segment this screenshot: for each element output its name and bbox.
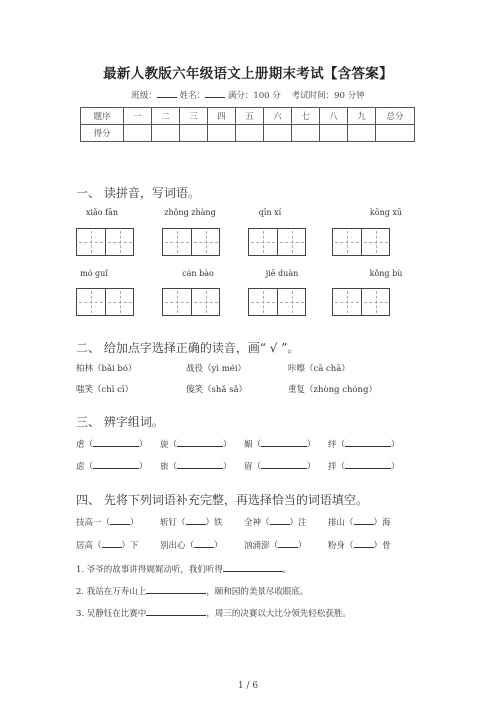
- idiom-item: [244, 538, 307, 551]
- word-item: 眉（ ）: [244, 459, 316, 472]
- char: 拌: [328, 462, 337, 472]
- sentence-text: 1. 爷爷的故事讲得娓娓动听，我们听得: [76, 565, 223, 575]
- char: 旋: [160, 440, 169, 450]
- pinyin-label: kǒng bù: [369, 269, 403, 278]
- class-blank: [157, 88, 177, 98]
- word-item: 虑（ ）: [76, 459, 148, 472]
- sentence-text: ，周三的决赛以大比分领先轻松获胜。: [206, 609, 351, 619]
- idiom-part: ）注: [289, 518, 307, 528]
- answer-blank[interactable]: [223, 562, 283, 572]
- section1-title: 一、 读拼音，写词语。: [76, 186, 200, 200]
- answer-blank[interactable]: [146, 606, 206, 616]
- section3-title: 三、 辨字组词。: [76, 415, 164, 429]
- sentence-text: 。: [282, 565, 292, 575]
- idiom-part: 排山（: [328, 518, 354, 528]
- idiom-part: 斩钉（: [160, 518, 186, 528]
- score-head-cell: 九: [348, 108, 376, 125]
- writing-grid[interactable]: [76, 228, 134, 256]
- char: 媚: [244, 440, 253, 450]
- full-score: 满分：100 分: [227, 91, 281, 101]
- answer-blank[interactable]: [354, 515, 374, 525]
- score-head-cell: 四: [208, 108, 236, 125]
- word-item: 虐（ ）: [76, 437, 148, 450]
- pinyin-label: jiē duàn: [265, 269, 299, 278]
- char: 虑: [76, 462, 85, 472]
- char: 眉: [244, 462, 253, 472]
- writing-grid[interactable]: [332, 228, 390, 256]
- class-label: 班级：: [131, 91, 157, 101]
- answer-blank[interactable]: [261, 459, 307, 469]
- answer-blank[interactable]: [186, 515, 206, 525]
- score-cell[interactable]: [208, 125, 236, 142]
- pinyin-label: xiǎo fān: [85, 208, 119, 217]
- sentence-text: 3. 吴静钰在比赛中: [76, 609, 147, 619]
- score-head-cell: 六: [264, 108, 292, 125]
- score-cell[interactable]: [180, 125, 208, 142]
- word-item: 旅（ ）: [160, 459, 232, 472]
- char: 虐: [76, 440, 85, 450]
- idiom-item: [244, 515, 307, 528]
- exam-info: [0, 88, 496, 101]
- answer-blank[interactable]: [93, 437, 139, 447]
- idiom-part: ）骨: [373, 541, 391, 551]
- reading-choice[interactable]: 傻笑（shǎ sǎ）: [186, 385, 248, 395]
- sentence-text: 2. 我站在万寿山上: [76, 587, 147, 597]
- sentence-text: ，颐和园的美景尽收眼底。: [206, 587, 309, 597]
- reading-choice[interactable]: 战役（yì méi）: [186, 364, 247, 374]
- exam-time: 考试时间：90 分钟: [291, 91, 365, 101]
- answer-blank[interactable]: [146, 584, 206, 594]
- writing-grid[interactable]: [248, 228, 306, 256]
- answer-blank[interactable]: [110, 515, 130, 525]
- idiom-part: 汹涌澎（: [244, 541, 279, 551]
- answer-blank[interactable]: [278, 538, 298, 548]
- word-item: 旋（ ）: [160, 437, 232, 450]
- pinyin-label: qīn xí: [258, 208, 282, 217]
- idiom-part: 全神（: [244, 518, 270, 528]
- idiom-item: [328, 515, 391, 528]
- score-cell[interactable]: [320, 125, 348, 142]
- pinyin-label: kōng xū: [369, 208, 403, 217]
- score-table: [80, 107, 415, 142]
- writing-grid[interactable]: [76, 288, 134, 316]
- page-title: 最新人教版六年级语文上册期末考试【含答案】: [103, 66, 393, 82]
- char: 绊: [328, 440, 337, 450]
- section4-title: 四、 先将下列词语补充完整，再选择恰当的词语填空。: [76, 493, 368, 507]
- idiom-part: ）: [214, 541, 223, 551]
- idiom-part: 别出心（: [160, 541, 195, 551]
- name-blank: [205, 88, 225, 98]
- idiom-part: ）下: [121, 541, 139, 551]
- section2-title: 二、 给加点字选择正确的读音，画“ √ ”。: [76, 341, 300, 355]
- pinyin-label: zhǒng zhàng: [164, 208, 216, 217]
- score-head-cell: 五: [236, 108, 264, 125]
- reading-choice[interactable]: 柏林（bǎi bó）: [76, 364, 137, 374]
- idiom-part: 粉身（: [328, 541, 354, 551]
- answer-blank[interactable]: [270, 515, 290, 525]
- reading-choice[interactable]: 咔嚓（cā chā）: [288, 364, 350, 374]
- idiom-item: [160, 538, 223, 551]
- fill-sentence: [76, 584, 308, 597]
- idiom-part: ）海: [373, 518, 391, 528]
- score-row-label: 得分: [81, 125, 124, 142]
- answer-blank[interactable]: [177, 459, 223, 469]
- writing-grid[interactable]: [162, 288, 220, 316]
- score-head-cell: 一: [124, 108, 152, 125]
- score-cell[interactable]: [152, 125, 180, 142]
- score-cell[interactable]: [264, 125, 292, 142]
- answer-blank[interactable]: [102, 538, 122, 548]
- score-table-row: [81, 125, 415, 142]
- score-cell[interactable]: [124, 125, 152, 142]
- answer-blank[interactable]: [93, 459, 139, 469]
- score-head-cell: 二: [152, 108, 180, 125]
- idiom-item: [160, 515, 223, 528]
- idiom-part: 技高一（: [76, 518, 111, 528]
- score-head-cell: 七: [292, 108, 320, 125]
- word-item: 拌（ ）: [328, 459, 400, 472]
- answer-blank[interactable]: [345, 459, 391, 469]
- writing-grid[interactable]: [162, 228, 220, 256]
- score-cell[interactable]: [348, 125, 376, 142]
- writing-grid[interactable]: [332, 288, 390, 316]
- idiom-part: ）: [130, 518, 139, 528]
- score-cell[interactable]: [292, 125, 320, 142]
- answer-blank[interactable]: [354, 538, 374, 548]
- fill-sentence: [76, 562, 291, 575]
- reading-choice[interactable]: 重复（zhòng chóng）: [288, 385, 377, 395]
- page-number: 1 / 6: [237, 681, 259, 691]
- pinyin-label: mó guǐ: [80, 269, 108, 278]
- score-table-head: [81, 108, 415, 125]
- name-label: 姓名：: [179, 91, 206, 101]
- answer-blank[interactable]: [177, 437, 223, 447]
- score-cell[interactable]: [236, 125, 264, 142]
- idiom-item: [76, 538, 139, 551]
- score-head-cell: 八: [320, 108, 348, 125]
- answer-blank[interactable]: [194, 538, 214, 548]
- idiom-item: [328, 538, 391, 551]
- writing-grid[interactable]: [248, 288, 306, 316]
- answer-blank[interactable]: [345, 437, 391, 447]
- reading-choice[interactable]: 嗤笑（chī cī）: [76, 385, 134, 395]
- idiom-part: ）铁: [205, 518, 223, 528]
- fill-sentence: [76, 606, 351, 619]
- char: 旅: [160, 462, 169, 472]
- word-item: 绊（ ）: [328, 437, 400, 450]
- idiom-part: ）: [298, 541, 307, 551]
- score-head-cell: 总分: [376, 108, 415, 125]
- score-head-cell: 题序: [81, 108, 124, 125]
- idiom-item: [76, 515, 139, 528]
- answer-blank[interactable]: [261, 437, 307, 447]
- idiom-part: 居高（: [76, 541, 102, 551]
- score-cell[interactable]: [376, 125, 415, 142]
- score-head-cell: 三: [180, 108, 208, 125]
- word-item: 媚（ ）: [244, 437, 316, 450]
- pinyin-label: cán bào: [182, 269, 214, 278]
